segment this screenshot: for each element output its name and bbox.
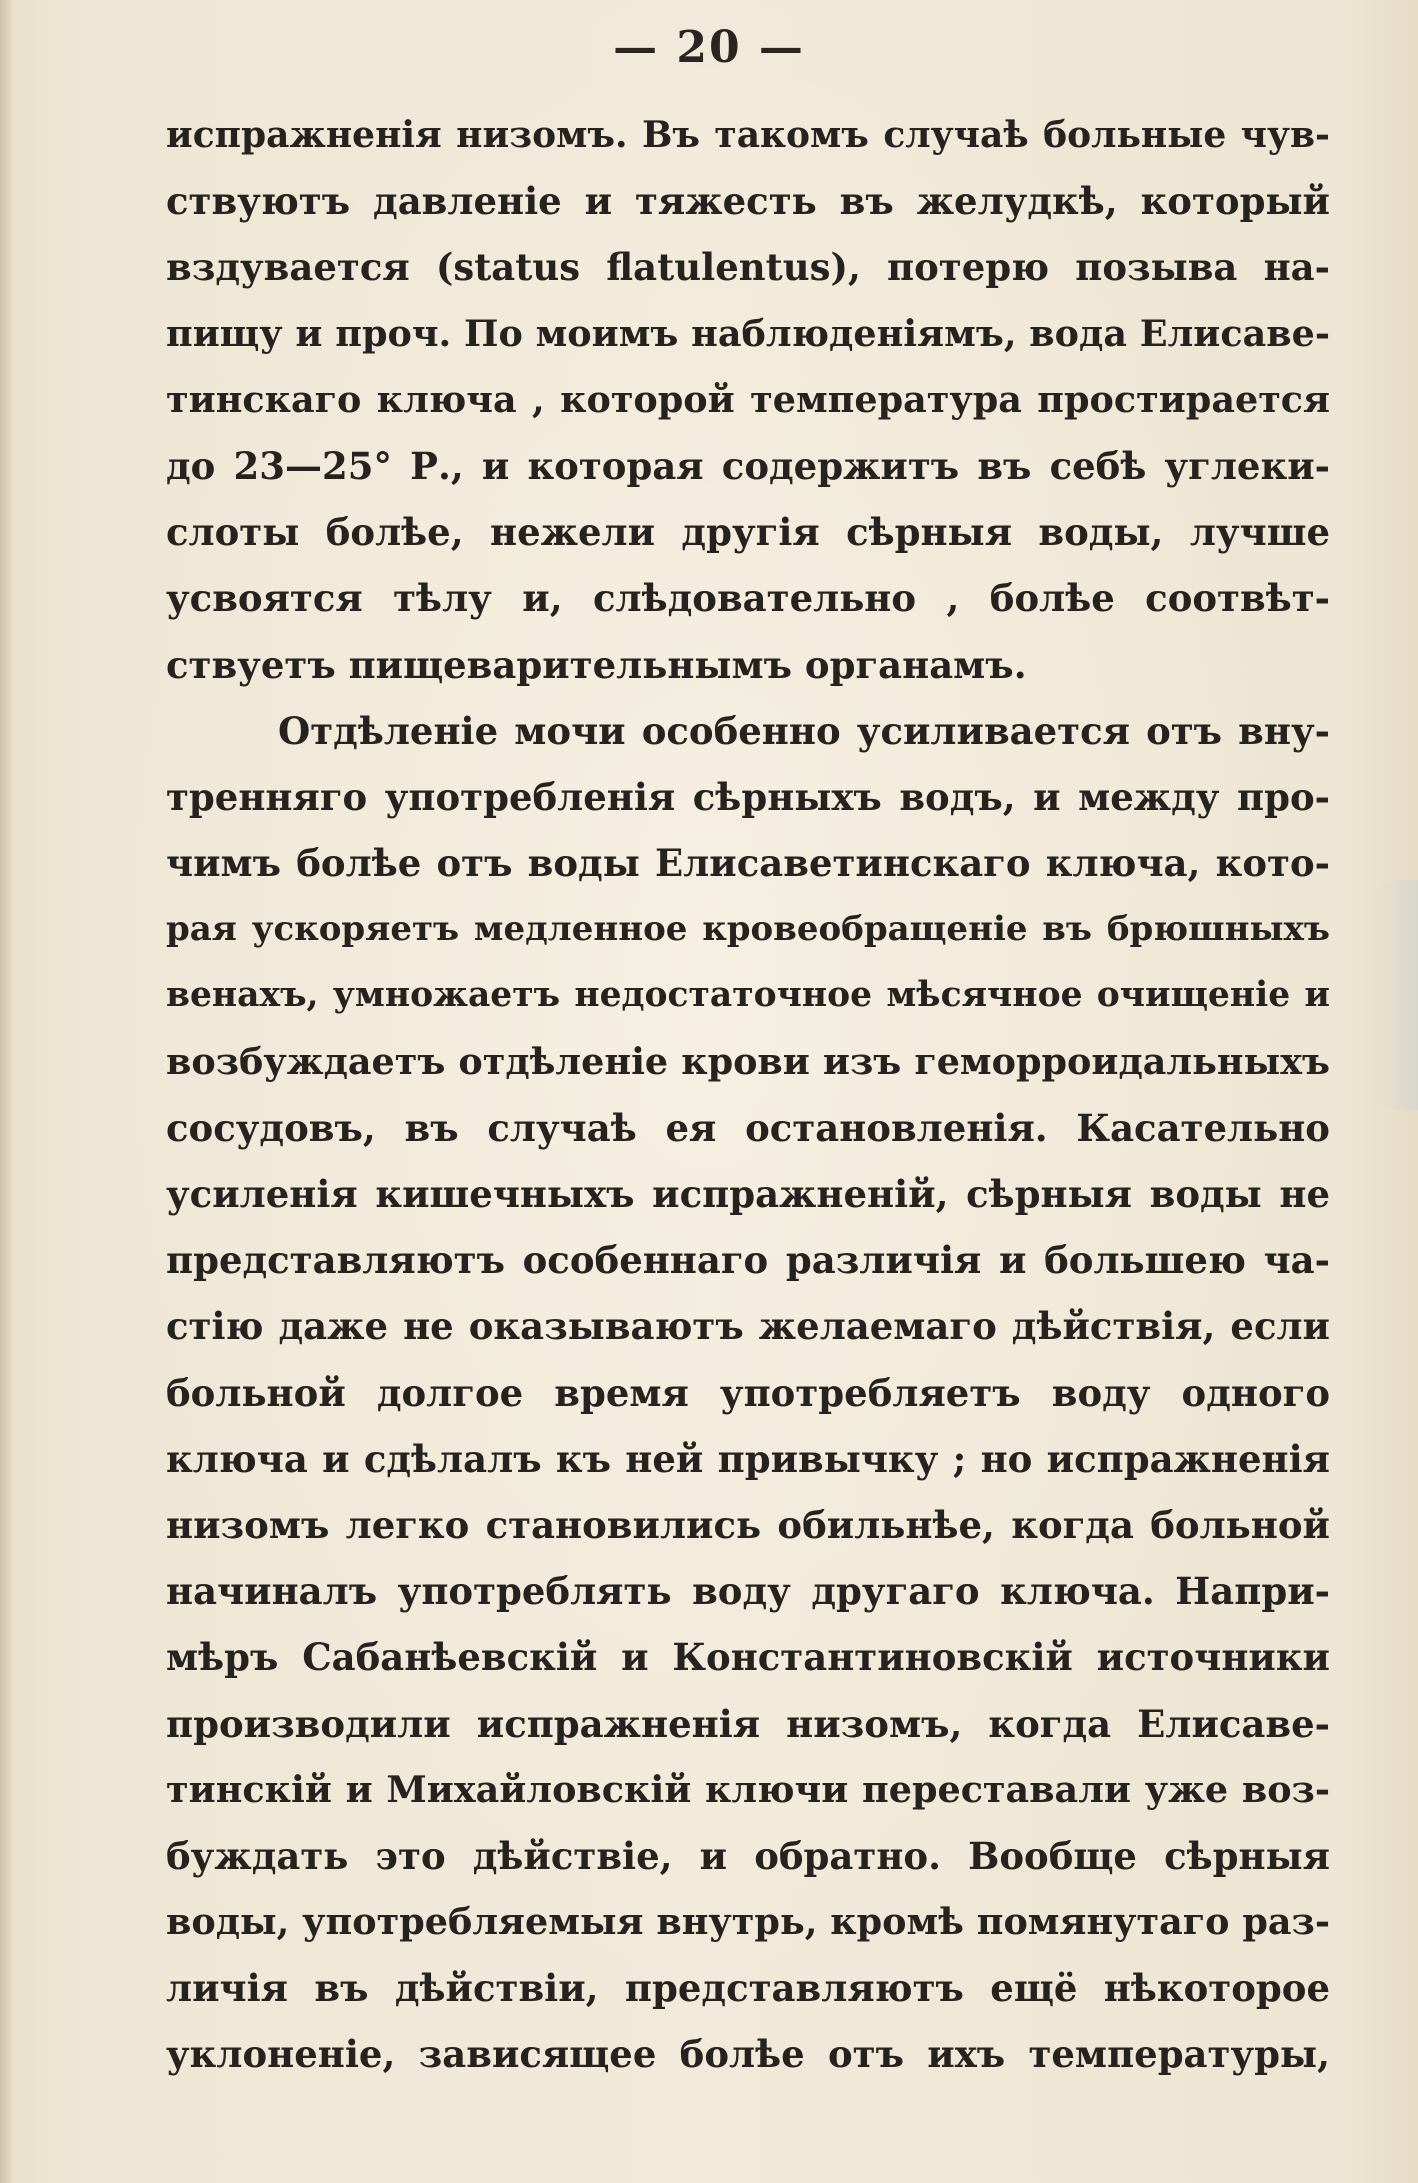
text-line: начиналъ употреблять воду другаго ключа. Напри-	[166, 1569, 1330, 1614]
text-line: усиленія кишечныхъ испражненій, сѣрныя воды не	[166, 1172, 1330, 1216]
text-line: тинскій и Михайловскій ключи переставали уже воз-	[166, 1767, 1330, 1811]
text-line: до 23—25° Р., и которая содержитъ въ себѣ углеки-	[166, 443, 1330, 488]
text-line: венахъ, умножаетъ недостаточное мѣсячное очищеніе и	[166, 975, 1330, 1016]
text-line: буждать это дѣйствіе, и обратно. Вообще сѣрныя	[166, 1833, 1330, 1878]
text-line: сосудовъ, въ случаѣ ея остановленія. Касательно	[166, 1105, 1330, 1150]
text-line: больной долгое время употребляетъ воду одного	[166, 1370, 1330, 1415]
paragraph-start-line: Отдѣленіе мочи особенно усиливается отъ вну-	[278, 708, 1330, 753]
text-line: возбуждаетъ отдѣленіе крови изъ геморроидальныхъ	[166, 1039, 1330, 1083]
text-line: усвоятся тѣлу и, слѣдовательно , болѣе соотвѣт-	[166, 576, 1330, 621]
edge-stain	[1378, 880, 1418, 1110]
body-text	[166, 102, 1330, 2088]
text-line: ключа и сдѣлалъ къ ней привычку ; но испражненія	[166, 1436, 1330, 1481]
text-line: вздувается (status flatulentus), потерю позыва на-	[166, 245, 1330, 290]
text-line: тинскаго ключа , которой температура простирается	[166, 377, 1330, 421]
text-line: ствуютъ давленіе и тяжесть въ желудкѣ, который	[166, 179, 1330, 224]
text-line: представляютъ особеннаго различія и большею ча-	[166, 1238, 1330, 1283]
text-line: слоты болѣе, нежели другія сѣрныя воды, лучше	[166, 510, 1330, 555]
paragraph-end-line: ствуетъ пищеварительнымъ органамъ.	[166, 642, 1027, 687]
text-line: личія въ дѣйствіи, представляютъ ещё нѣкоторое	[166, 1966, 1330, 2011]
text-line: стію даже не оказываютъ желаемаго дѣйствія, если	[166, 1304, 1330, 1349]
text-line: рая ускоряетъ медленное кровеобращеніе въ брюшныхъ	[166, 909, 1330, 950]
text-line: мѣръ Сабанѣевскій и Константиновскій источники	[166, 1635, 1330, 1680]
text-line: чимъ болѣе отъ воды Елисаветинскаго ключа, кото-	[166, 841, 1330, 886]
page-spine-shadow	[0, 0, 14, 2183]
text-line: воды, употребляемыя внутрь, кромѣ помянутаго раз-	[166, 1900, 1330, 1944]
text-line: пищу и проч. По моимъ наблюденіямъ, вода Елисаве-	[166, 311, 1330, 355]
page-number: — 20 —	[613, 22, 805, 73]
text-line: испражненія низомъ. Въ такомъ случаѣ больные чув-	[166, 114, 1330, 156]
text-line: тренняго употребленія сѣрныхъ водъ, и между про-	[166, 774, 1330, 819]
text-line: низомъ легко становились обильнѣе, когда больной	[166, 1502, 1330, 1547]
text-line: производили испражненія низомъ, когда Елисаве-	[166, 1701, 1330, 1746]
text-line: уклоненіе, зависящее болѣе отъ ихъ температуры,	[166, 2032, 1330, 2077]
